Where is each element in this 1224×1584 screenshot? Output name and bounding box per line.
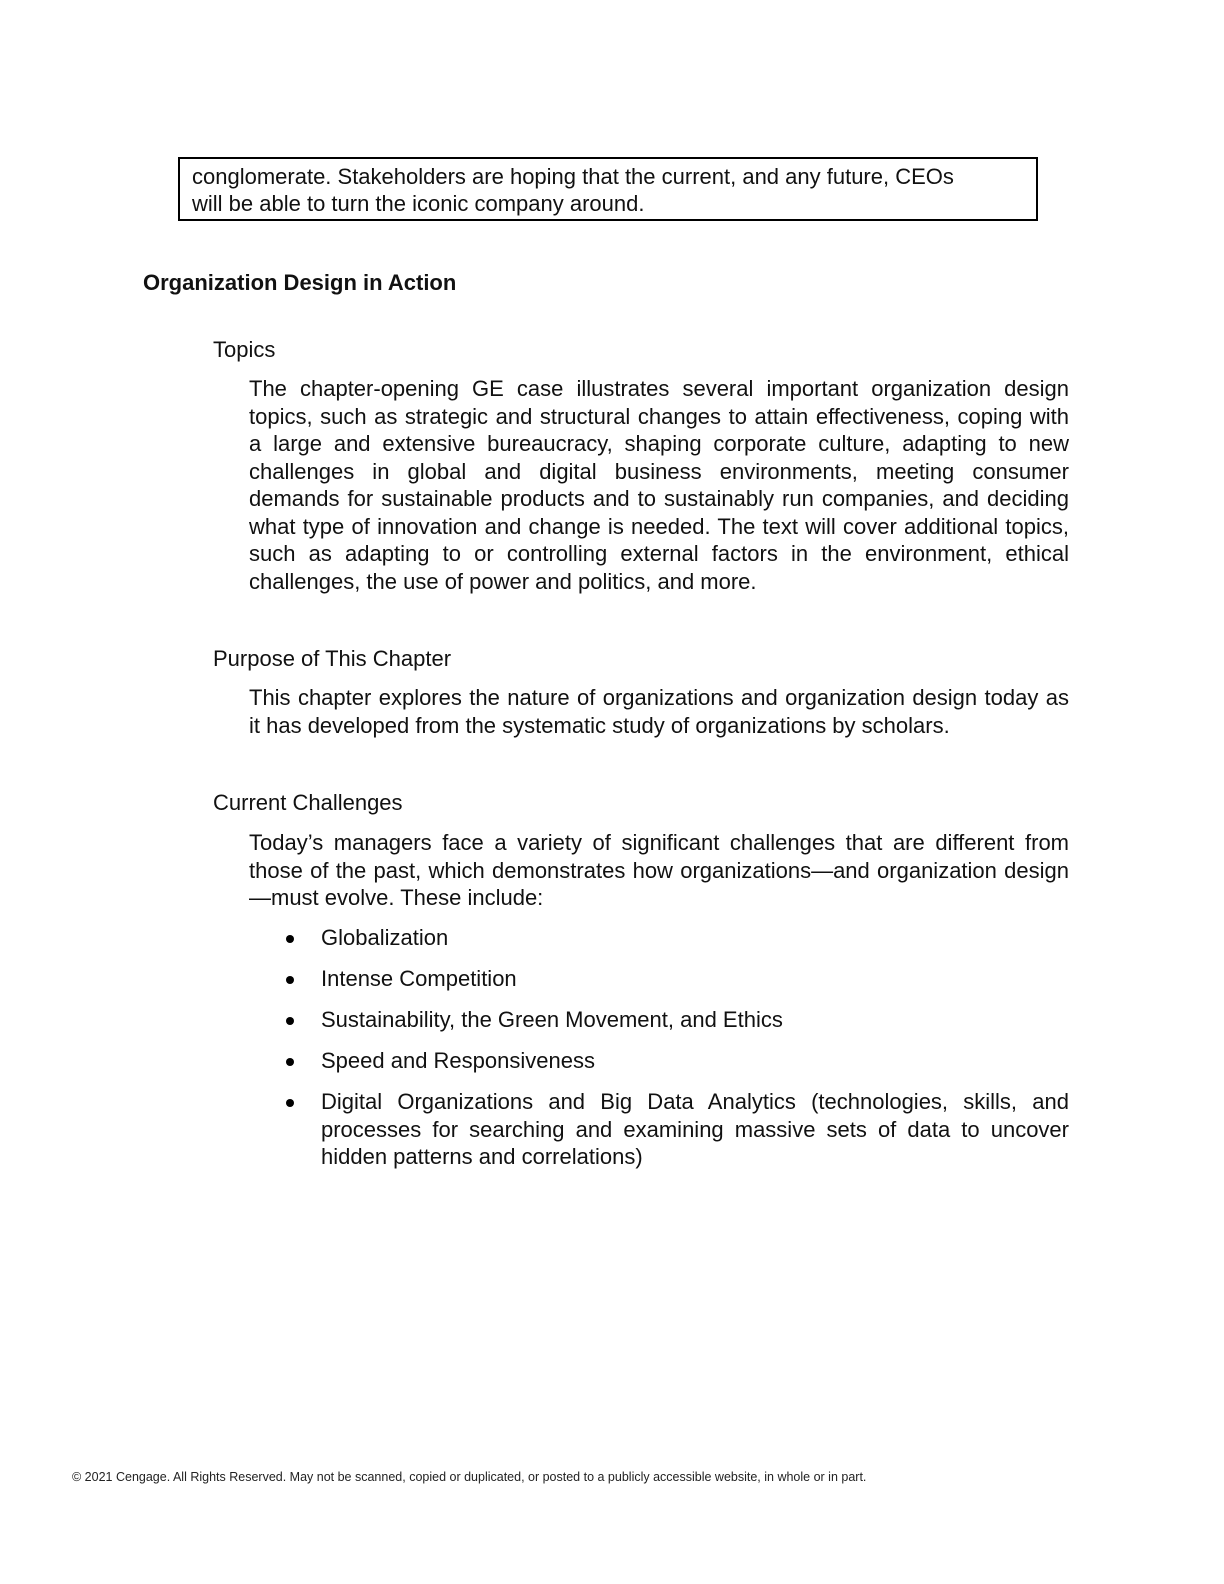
list-item-text: Sustainability, the Green Movement, and Ethics bbox=[321, 1007, 783, 1032]
list-item bbox=[249, 924, 1069, 952]
list-item-text: Globalization bbox=[321, 925, 449, 950]
bullet-icon bbox=[286, 1017, 294, 1025]
bullet-icon bbox=[286, 1058, 294, 1066]
challenges-paragraph: Today’s managers face a variety of significant challenges that are different from those of the past, which demonstrates how organizations—and organization design—must evolve. These include: bbox=[249, 830, 1069, 910]
case-box-line-2: will be able to turn the iconic company around. bbox=[192, 191, 645, 216]
case-continuation-box bbox=[178, 157, 1038, 221]
purpose-heading: Purpose of This Chapter bbox=[213, 646, 452, 671]
list-item-text: Speed and Responsiveness bbox=[321, 1048, 595, 1073]
bullet-icon bbox=[286, 976, 294, 984]
list-item bbox=[249, 1088, 1069, 1171]
purpose-paragraph: This chapter explores the nature of organizations and organization design today as it has developed from the systematic study of organizations by scholars. bbox=[249, 685, 1069, 738]
case-box-line-1: conglomerate. Stakeholders are hoping that the current, and any future, CEOs bbox=[192, 164, 954, 189]
topics-heading: Topics bbox=[213, 337, 276, 362]
challenges-list bbox=[249, 924, 1069, 1184]
topics-paragraph: The chapter-opening GE case illustrates several important organization design topics, such as strategic and structural changes to attain effectiveness, coping with a large and extensive bureaucracy, shaping corporate culture, adapting to new challenges in global and digital business environments, meeting consumer demands for sustainable products and to sustainably run companies, and deciding what type of innovation and change is needed. The text will cover additional topics, such as adapting to or controlling external factors in the environment, ethical challenges, the use of power and politics, and more. bbox=[249, 376, 1069, 594]
bullet-icon bbox=[286, 935, 294, 943]
list-item-text: Digital Organizations and Big Data Analytics (technologies, skills, and processes for searching and examining massive sets of data to uncover hidden patterns and correlations) bbox=[321, 1089, 1069, 1169]
list-item bbox=[249, 1006, 1069, 1034]
list-item bbox=[249, 1047, 1069, 1075]
bullet-icon bbox=[286, 1099, 294, 1107]
list-item bbox=[249, 965, 1069, 993]
list-item-text: Intense Competition bbox=[321, 966, 517, 991]
section-heading: Organization Design in Action bbox=[143, 270, 457, 295]
challenges-heading: Current Challenges bbox=[213, 790, 403, 815]
copyright-footer: © 2021 Cengage. All Rights Reserved. May not be scanned, copied or duplicated, or posted to a publicly accessible website, in whole or in part. bbox=[72, 1470, 867, 1484]
